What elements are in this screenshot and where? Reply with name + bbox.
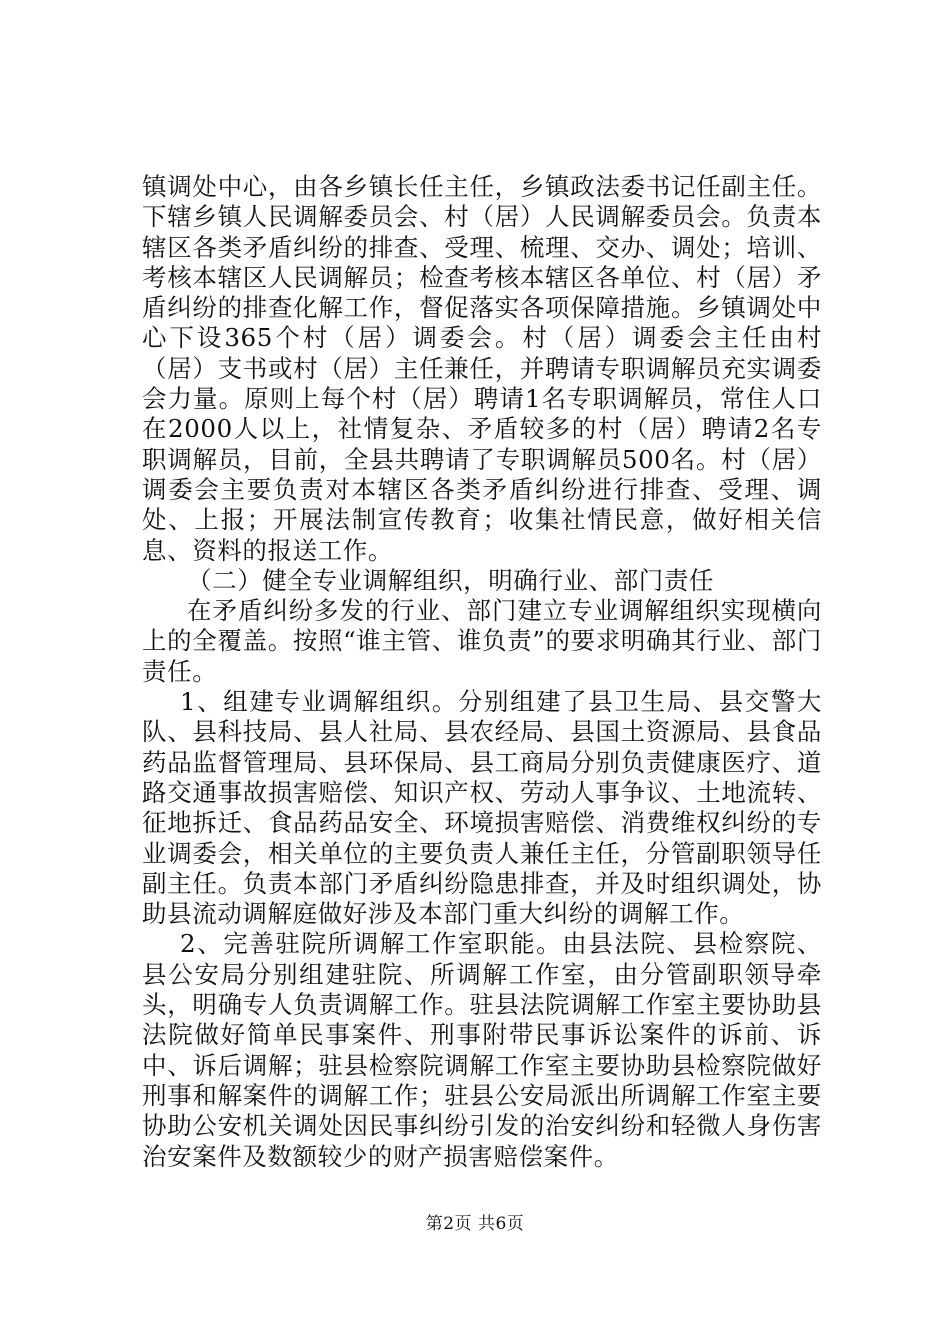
- section-heading-professional-mediation: （二）健全专业调解组织，明确行业、部门责任: [187, 565, 715, 595]
- paragraph-item-2-court-mediation-rooms: 2、完善驻院所调解工作室职能。由县法院、县检察院、县公安局分别组建驻院、所调解工作室，由分管副职领导牵头，明确专人负责调解工作。驻县法院调解工作室主要协助县法院做好简单民事案件、刑事附带民事诉讼案件的诉前、诉中、诉后调解；驻县检察院调解工作室主要协助县检察院做好刑事和解案件的调解工作；驻县公安局派出所调解工作室主要协助公安机关调处因民事纠纷引发的治安纠纷和轻微人身伤害治安案件及数额较少的财产损害赔偿案件。: [142, 929, 822, 1171]
- paragraph-item-1-professional-organizations: 1、组建专业调解组织。分别组建了县卫生局、县交警大队、县科技局、县人社局、县农经局、县国土资源局、县食品药品监督管理局、县环保局、县工商局分别负责健康医疗、道路交通事故损害赔偿、知识产权、劳动人事争议、土地流转、征地拆迁、食品药品安全、环境损害赔偿、消费维权纠纷的专业调委会，相关单位的主要负责人兼任主任，分管副职领导任副主任。负责本部门矛盾纠纷隐患排查，并及时组织调处，协助县流动调解庭做好涉及本部门重大纠纷的调解工作。: [142, 687, 822, 929]
- document-body: [142, 172, 822, 1172]
- paragraph-township-mediation-center: 镇调处中心，由各乡镇长任主任，乡镇政法委书记任副主任。下辖乡镇人民调解委员会、村（居）人民调解委员会。负责本辖区各类矛盾纠纷的排查、受理、梳理、交办、调处；培训、考核本辖区人民调解员；检查考核本辖区各单位、村（居）矛盾纠纷的排查化解工作，督促落实各项保障措施。乡镇调处中心下设365个村（居）调委会。村（居）调委会主任由村（居）支书或村（居）主任兼任，并聘请专职调解员充实调委会力量。原则上每个村（居）聘请1名专职调解员，常住人口在2000人以上，社情复杂、矛盾较多的村（居）聘请2名专职调解员，目前，全县共聘请了专职调解员500名。村（居）调委会主要负责对本辖区各类矛盾纠纷进行排查、受理、调处、上报；开展法制宣传教育；收集社情民意，做好相关信息、资料的报送工作。: [142, 172, 822, 565]
- page-number-footer: 第2页 共6页: [425, 1214, 525, 1234]
- paragraph-full-coverage: 在矛盾纠纷多发的行业、部门建立专业调解组织实现横向上的全覆盖。按照“谁主管、谁负责”的要求明确其行业、部门责任。: [142, 596, 822, 686]
